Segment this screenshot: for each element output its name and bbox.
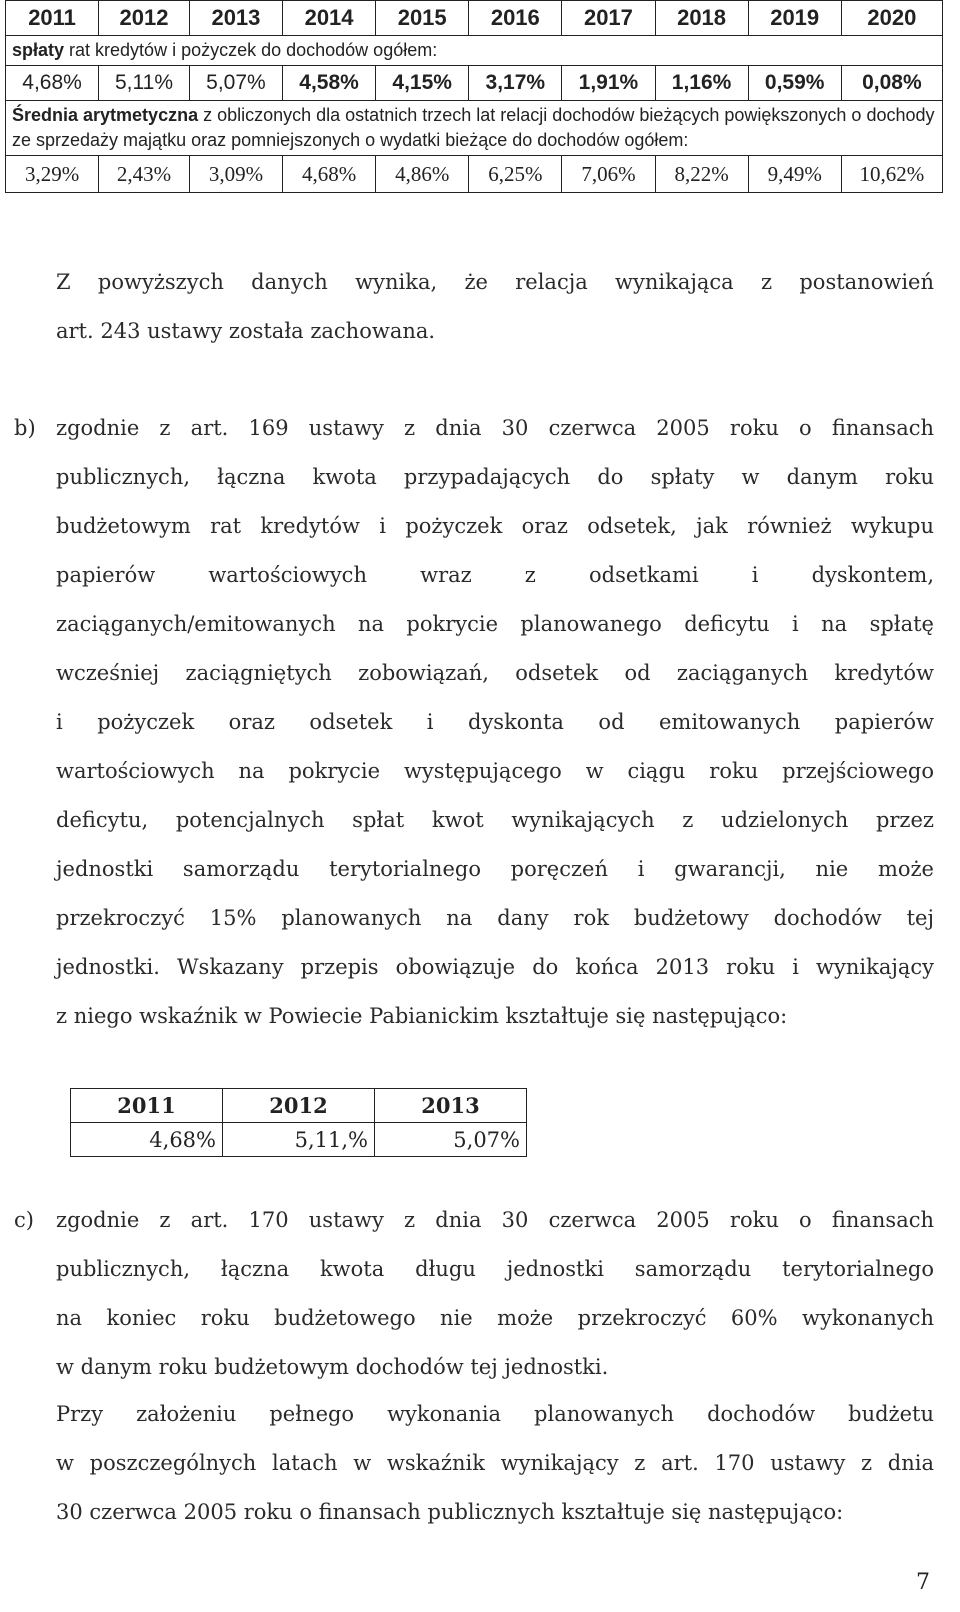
article-169-line: zaciąganych/emitowanych na pokrycie planowanego deficytu i na spłatę <box>56 612 934 636</box>
average-value-cell: 2,43% <box>99 156 190 193</box>
repayment-value-cell: 1,16% <box>655 66 748 101</box>
page-number: 7 <box>916 1570 930 1595</box>
year-cell: 2015 <box>376 1 469 36</box>
article-169-line: deficytu, potencjalnych spłat kwot wynikających z udzielonych przez <box>56 808 934 832</box>
mini-year-cell: 2012 <box>223 1089 375 1123</box>
assumption-line: Przy założeniu pełnego wykonania planowanych dochodów budżetu <box>56 1402 934 1426</box>
indicator-2011-2013-table <box>70 1088 527 1157</box>
year-cell: 2011 <box>6 1 99 36</box>
year-cell: 2012 <box>99 1 190 36</box>
repayment-value-cell: 5,07% <box>189 66 282 101</box>
year-cell: 2020 <box>841 1 942 36</box>
mini-year-cell: 2013 <box>375 1089 527 1123</box>
article-169-line: jednostki samorządu terytorialnego poręczeń i gwarancji, nie może <box>56 857 934 881</box>
repayment-label-row <box>6 36 943 66</box>
average-value-cell: 7,06% <box>562 156 655 193</box>
average-value-cell: 4,86% <box>376 156 469 193</box>
year-cell: 2019 <box>748 1 841 36</box>
conclusion-paragraph <box>56 258 934 356</box>
mini-year-cell: 2011 <box>71 1089 223 1123</box>
mini-value-row <box>71 1123 527 1157</box>
article-169-line: i pożyczek oraz odsetek i dyskonta od emitowanych papierów <box>56 710 934 734</box>
assumption-line: 30 czerwca 2005 roku o finansach publicznych kształtuje się następująco: <box>56 1500 844 1524</box>
article-169-line: przekroczyć 15% planowanych na dany rok budżetowy dochodów tej <box>56 906 934 930</box>
article-170-line: publicznych, łączna kwota długu jednostki samorządu terytorialnego <box>56 1257 934 1281</box>
mini-year-row <box>71 1089 527 1123</box>
repayment-value-cell: 4,58% <box>283 66 376 101</box>
average-value-cell: 3,29% <box>6 156 99 193</box>
repayment-values-row <box>6 66 943 101</box>
conclusion-line: art. 243 ustawy została zachowana. <box>56 319 436 343</box>
average-value-cell: 3,09% <box>189 156 282 193</box>
year-cell: 2017 <box>562 1 655 36</box>
repayment-value-cell: 1,91% <box>562 66 655 101</box>
article-169-line: zgodnie z art. 169 ustawy z dnia 30 czerwca 2005 roku o finansach <box>56 416 934 440</box>
repayment-label-bold: spłaty <box>12 40 65 60</box>
article-169-line: publicznych, łączna kwota przypadających do spłaty w danym roku <box>56 465 934 489</box>
repayment-value-cell: 5,11% <box>99 66 190 101</box>
average-value-cell: 9,49% <box>748 156 841 193</box>
article-170-line: na koniec roku budżetowego nie może przekroczyć 60% wykonanych <box>56 1306 934 1330</box>
repayment-value-cell: 4,15% <box>376 66 469 101</box>
year-cell: 2016 <box>469 1 562 36</box>
average-value-cell: 4,68% <box>283 156 376 193</box>
article-169-line: z niego wskaźnik w Powiecie Pabianickim kształtuje się następująco: <box>56 1004 788 1028</box>
repayment-value-cell: 0,59% <box>748 66 841 101</box>
article-169-paragraph <box>56 404 934 1041</box>
year-cell: 2018 <box>655 1 748 36</box>
article-170-paragraph <box>56 1196 934 1392</box>
article-169-line: papierów wartościowych wraz z odsetkami i dyskontem, <box>56 563 934 587</box>
average-value-cell: 6,25% <box>469 156 562 193</box>
article-170-line: w danym roku budżetowym dochodów tej jednostki. <box>56 1355 609 1379</box>
year-cell: 2014 <box>283 1 376 36</box>
year-cell: 2013 <box>189 1 282 36</box>
average-value-cell: 10,62% <box>841 156 942 193</box>
average-label <box>6 101 943 156</box>
average-label-text: z obliczonych dla ostatnich trzech lat relacji dochodów bieżących powiększonych o dochody ze sprzedaży majątku oraz pomniejszonych o wydatki bieżące do dochodów ogółem: <box>12 105 935 150</box>
year-header-row <box>6 1 943 36</box>
article-169-line: wartościowych na pokrycie występującego w ciągu roku przejściowego <box>56 759 934 783</box>
mini-value-cell: 4,68% <box>71 1123 223 1157</box>
repayment-value-cell: 0,08% <box>841 66 942 101</box>
article-170-line: zgodnie z art. 170 ustawy z dnia 30 czerwca 2005 roku o finansach <box>56 1208 934 1232</box>
ratio-table <box>5 0 943 193</box>
average-label-bold: Średnia arytmetyczna <box>12 105 199 125</box>
assumption-line: w poszczególnych latach w wskaźnik wynikający z art. 170 ustawy z dnia <box>56 1451 934 1475</box>
repayment-label-text: rat kredytów i pożyczek do dochodów ogółem: <box>64 40 438 60</box>
average-label-row <box>6 101 943 156</box>
mini-value-cell: 5,07% <box>375 1123 527 1157</box>
average-values-row <box>6 156 943 193</box>
assumption-paragraph <box>56 1390 934 1537</box>
conclusion-line: Z powyższych danych wynika, że relacja wynikająca z postanowień <box>56 270 934 294</box>
repayment-label <box>6 36 943 66</box>
average-value-cell: 8,22% <box>655 156 748 193</box>
mini-value-cell: 5,11,% <box>223 1123 375 1157</box>
article-169-line: budżetowym rat kredytów i pożyczek oraz odsetek, jak również wykupu <box>56 514 934 538</box>
article-169-line: wcześniej zaciągniętych zobowiązań, odsetek od zaciąganych kredytów <box>56 661 934 685</box>
repayment-value-cell: 3,17% <box>469 66 562 101</box>
item-b-marker: b) <box>14 416 36 440</box>
article-169-line: jednostki. Wskazany przepis obowiązuje do końca 2013 roku i wynikający <box>56 955 934 979</box>
item-c-marker: c) <box>14 1208 34 1232</box>
repayment-value-cell: 4,68% <box>6 66 99 101</box>
